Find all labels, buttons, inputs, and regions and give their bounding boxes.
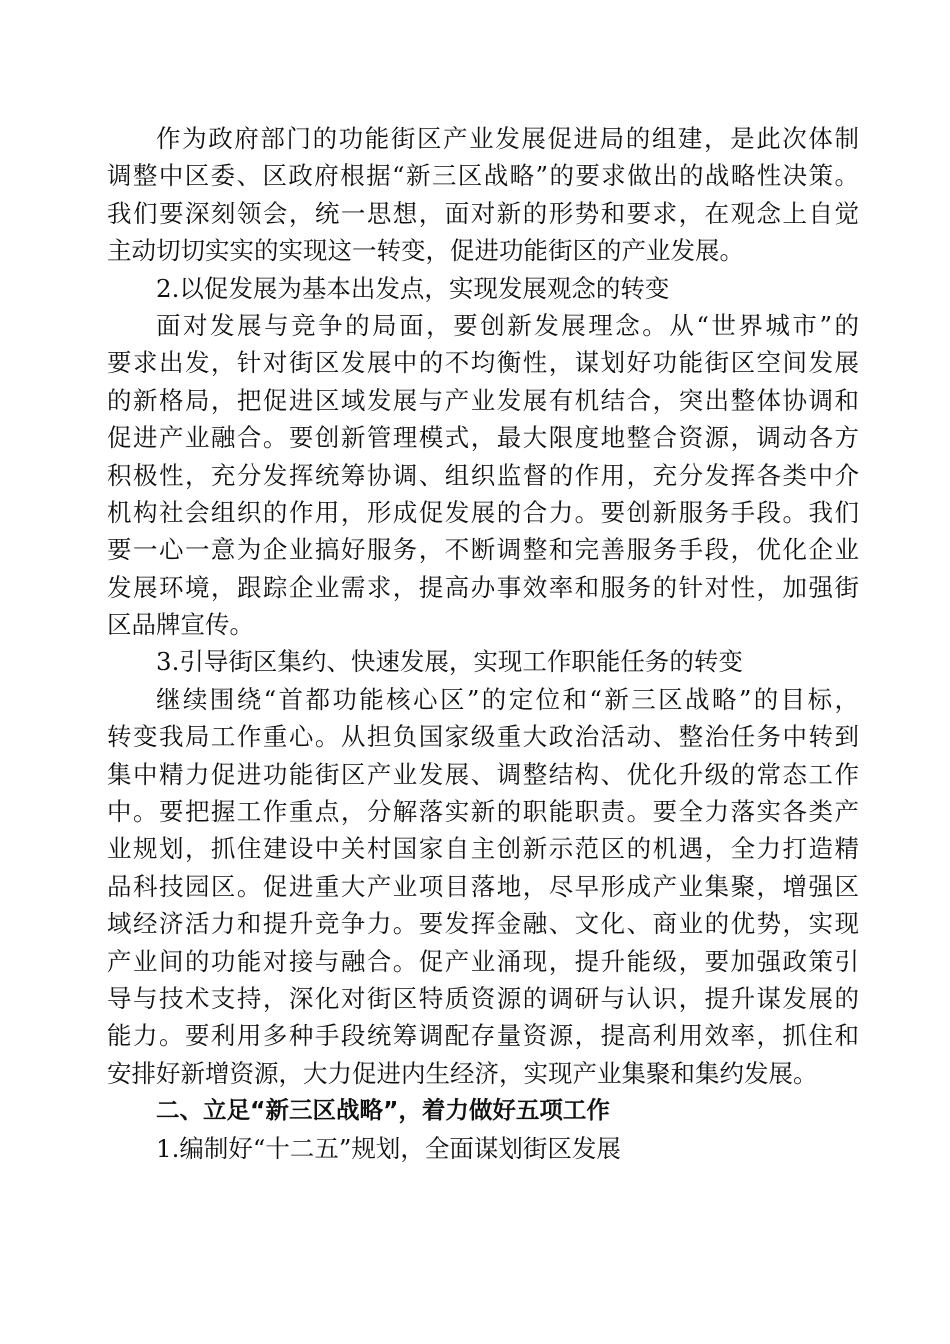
subsection-heading [107,643,859,680]
paragraph [107,681,859,1092]
paragraph [107,307,859,644]
text-line: 安排好新增资源，大力促进内生经济，实现产业集聚和集约发展。 [107,1058,818,1088]
text-line: 主动切切实实的实现这一转变，促进功能街区的产业发展。 [107,236,744,266]
text-line: 产业间的功能对接与融合。促产业涌现，提升能级，要加强政策引 [107,946,859,976]
text-line: 积极性，充分发挥统筹协调、组织监督的作用，充分发挥各类中介 [107,460,859,490]
text-line: 集中精力促进功能街区产业发展、调整结构、优化升级的常态工作 [107,759,859,789]
section-heading [107,1092,859,1129]
text-line: 继续围绕“首都功能核心区”的定位和“新三区战略”的目标， [156,684,859,714]
text-line: 3.引导街区集约、快速发展，实现工作职能任务的转变 [156,647,743,677]
text-line: 导与技术支持，深化对街区特质资源的调研与认识，提升谋发展的 [107,983,859,1013]
subsection-heading [107,1130,859,1167]
document-body [107,120,859,1167]
paragraph [107,120,859,270]
text-line: 要一心一意为企业搞好服务，不断调整和完善服务手段，优化企业 [107,535,859,565]
text-line: 调整中区委、区政府根据“新三区战略”的要求做出的战略性决策。 [107,161,859,191]
text-line: 域经济活力和提升竞争力。要发挥金融、文化、商业的优势，实现 [107,909,859,939]
text-line: 要求出发，针对街区发展中的不均衡性，谋划好功能街区空间发展 [107,348,859,378]
text-line: 的新格局，把促进区域发展与产业发展有机结合，突出整体协调和 [107,385,859,415]
text-line: 发展环境，跟踪企业需求，提高办事效率和服务的针对性，加强街 [107,572,859,602]
text-line: 促进产业融合。要创新管理模式，最大限度地整合资源，调动各方 [107,423,859,453]
text-line: 机构社会组织的作用，形成促发展的合力。要创新服务手段。我们 [107,497,859,527]
text-line: 我们要深刻领会，统一思想，面对新的形势和要求，在观念上自觉 [107,198,859,228]
text-line: 中。要把握工作重点，分解落实新的职能职责。要全力落实各类产 [107,797,859,827]
subsection-heading [107,270,859,307]
text-line: 二、立足“新三区战略”，着力做好五项工作 [156,1096,610,1125]
text-line: 能力。要利用多种手段统筹调配存量资源，提高利用效率，抓住和 [107,1021,859,1051]
text-line: 区品牌宣传。 [107,610,254,640]
text-line: 面对发展与竞争的局面，要创新发展理念。从“世界城市”的 [156,310,859,340]
text-line: 业规划，抓住建设中关村国家自主创新示范区的机遇，全力打造精 [107,834,859,864]
text-line: 2.以促发展为基本出发点，实现发展观念的转变 [156,273,670,303]
text-line: 作为政府部门的功能街区产业发展促进局的组建，是此次体制 [156,124,859,153]
text-line: 转变我局工作重心。从担负国家级重大政治活动、整治任务中转到 [107,722,859,752]
text-line: 品科技园区。促进重大产业项目落地，尽早形成产业集聚，增强区 [107,871,859,901]
text-line: 1.编制好“十二五”规划，全面谋划街区发展 [156,1133,621,1163]
